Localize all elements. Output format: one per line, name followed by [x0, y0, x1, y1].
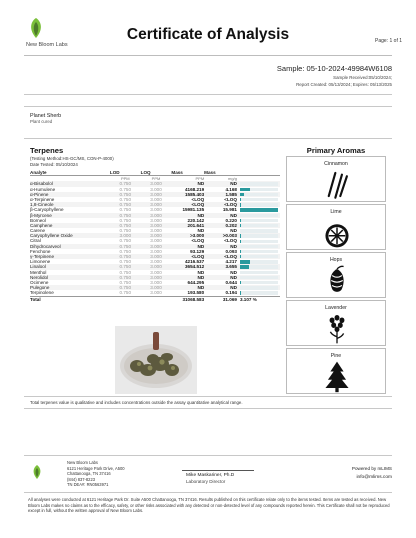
mass-bar-cell [237, 254, 280, 259]
lod-value: 0.750 [110, 192, 141, 197]
lod-value: 0.750 [119, 238, 132, 244]
lod-value: 0.750 [110, 202, 141, 207]
analyte-name: Dihydrocarveol [30, 244, 110, 249]
mass-ppm-value: <LOQ [191, 238, 205, 244]
analyte-name: Citral [30, 238, 41, 244]
signer-role: Laboratory Director [186, 479, 226, 484]
analyte-name: Terpinolene [30, 290, 54, 296]
loq-value: 3.000 [150, 238, 162, 244]
col-header-mass-mgg: Mass [204, 170, 237, 176]
pine-icon [323, 360, 351, 393]
mass-mgg-value: <LOQ [224, 196, 237, 202]
mass-mgg-value: <LOQ [224, 238, 237, 244]
mass-bar-cell [237, 280, 280, 285]
aroma-label: Cinnamon [324, 161, 348, 167]
mass-ppm-value: ND [197, 269, 205, 275]
analyte-name: Borneol [30, 217, 46, 223]
lod-value: 0.750 [119, 290, 132, 296]
analyte-name: 1,8-Cineole [30, 202, 110, 207]
loq-value: 3.000 [150, 196, 162, 202]
sample-received: Sample Received:05/10/2024; [333, 75, 392, 80]
mass-mgg-value: ND [230, 228, 237, 234]
mass-ppm-value: 193.580 [187, 290, 205, 296]
loq-value: 3.000 [141, 213, 172, 218]
loq-value: 3.000 [150, 186, 162, 192]
lod-value: 0.750 [119, 269, 132, 275]
loq-value: 3.000 [141, 202, 172, 207]
analyte-name: Carene [30, 228, 46, 234]
mass-bar [240, 188, 278, 191]
mass-bar [240, 198, 278, 201]
header-divider [24, 55, 392, 56]
total-mgg: 31.069 [204, 296, 237, 302]
date-tested: Date Tested: 05/10/2024 [30, 162, 78, 167]
mass-ppm-value: 644.295 [187, 279, 205, 285]
mass-ppm-value: ND [171, 181, 204, 186]
lod-value: 0.750 [110, 181, 141, 186]
analyte-name: Menthol [30, 269, 47, 275]
mass-mgg-value: >0.003 [204, 233, 237, 238]
analyte-name: Linalool [30, 264, 110, 269]
mass-bar [240, 203, 278, 206]
powered-by: Powered by mLIMS [351, 466, 392, 471]
mass-bar [240, 291, 278, 294]
footer-lab-name: New Bloom Labs [67, 460, 98, 465]
lime-icon [323, 216, 351, 249]
mass-bar-cell [237, 238, 280, 243]
terpenes-title: Terpenes [30, 146, 64, 155]
mass-bar [240, 219, 278, 222]
lod-value: 0.750 [119, 217, 132, 223]
mass-mgg-value: 0.644 [225, 279, 237, 285]
footer-logo-icon [30, 464, 44, 480]
footer-lab-city: Chattanooga, TN 37416 [67, 471, 111, 476]
mass-bar [240, 281, 278, 284]
mass-bar-cell [237, 207, 280, 212]
lod-value: 0.750 [119, 248, 132, 254]
lod-value: 0.750 [119, 228, 132, 234]
mass-ppm-value: 201.641 [171, 223, 204, 228]
mass-bar-fill [240, 260, 250, 263]
mass-ppm-value: 1585.403 [171, 192, 204, 197]
analyte-name: α-Terpinene [30, 196, 55, 202]
mass-bar-fill [240, 240, 241, 243]
mass-mgg-value: 0.194 [225, 290, 237, 296]
mass-bar-fill [240, 219, 241, 222]
section-divider [24, 396, 392, 397]
mass-ppm-value: ND [197, 228, 205, 234]
unit-lod: PPM [120, 176, 130, 182]
col-header-analyte: Analyte [30, 170, 110, 176]
mass-ppm-value: <LOQ [171, 254, 204, 259]
col-header-mass-ppm: Mass [171, 170, 204, 176]
section-divider [24, 106, 392, 107]
mass-bar-fill [240, 193, 244, 196]
mass-ppm-value: 4216.537 [184, 259, 205, 265]
mass-mgg-value: 4.168 [225, 186, 237, 192]
aroma-card-hops [286, 252, 386, 298]
lod-value: 0.750 [110, 275, 141, 280]
mass-bar [240, 260, 278, 263]
mass-bar [240, 182, 278, 185]
mass-bar-fill [240, 224, 241, 227]
mass-bar [240, 224, 278, 227]
mass-ppm-value: ND [171, 285, 204, 290]
loq-value: 3.000 [141, 254, 172, 259]
mass-mgg-value: 0.220 [225, 217, 237, 223]
analyte-name: γ-Terpinene [30, 254, 110, 259]
analyte-name: β-Caryophyllene [30, 207, 64, 213]
mass-bar-cell [237, 270, 280, 275]
mass-bar-cell [237, 244, 280, 249]
total-ppm: 31068.583 [171, 296, 204, 302]
mass-ppm-value: <LOQ [171, 202, 204, 207]
aroma-label: Lavender [325, 305, 347, 311]
mass-bar [240, 255, 278, 258]
mass-bar [240, 214, 278, 217]
aroma-label: Hops [329, 257, 343, 263]
mass-ppm-value: 15981.135 [182, 207, 205, 213]
lod-value: 0.750 [110, 223, 141, 228]
analyte-name: β-Myrcene [30, 213, 110, 218]
sample-id: Sample: 05-10-2024-49984W6108 [276, 64, 392, 73]
terpenes-table [30, 170, 280, 302]
lod-value: 0.750 [110, 244, 141, 249]
section-divider [24, 408, 392, 409]
footer-lab-phone: (844) 837-8223 [67, 476, 95, 482]
mass-mgg-value: 3.655 [204, 264, 237, 269]
mass-bar [240, 250, 278, 253]
section-divider [24, 138, 392, 139]
mass-mgg-value: ND [204, 181, 237, 186]
mass-ppm-value: 4168.219 [184, 186, 205, 192]
analyte-name: α-Humulene [30, 186, 56, 192]
client-sub: Plant cured [30, 119, 53, 124]
mass-bar-cell [237, 259, 280, 264]
aroma-label: Lime [330, 209, 342, 215]
col-header-lod: LOD [110, 170, 141, 176]
analyte-name: Pulegone [30, 285, 110, 290]
loq-value: 3.000 [141, 223, 172, 228]
mass-bar-cell [237, 228, 280, 233]
loq-value: 3.000 [150, 290, 162, 296]
mass-mgg-value: <LOQ [204, 202, 237, 207]
loq-value: 3.000 [141, 264, 172, 269]
aromas-title: Primary Aromas [306, 146, 366, 155]
mass-bar-fill [240, 281, 242, 284]
mass-bar-cell [237, 181, 280, 186]
loq-value: 3.000 [141, 233, 172, 238]
loq-value: 3.000 [141, 244, 172, 249]
mass-ppm-value: 3654.512 [171, 264, 204, 269]
loq-value: 3.000 [141, 285, 172, 290]
mass-bar-fill [240, 208, 278, 211]
aroma-card-lime [286, 204, 386, 250]
mass-mgg-value: 4.217 [225, 259, 237, 265]
analyte-name: α-Pinene [30, 192, 110, 197]
total-percent: 3.107 % [237, 296, 280, 302]
lod-value: 0.750 [119, 196, 132, 202]
sample-photo [115, 326, 197, 394]
testing-method: (Testing Method:HS-GC/MS, CON-P-4000) [30, 156, 114, 161]
cinnamon-icon [323, 168, 351, 201]
mass-bar [240, 234, 278, 237]
mass-ppm-value: 220.142 [187, 217, 205, 223]
mass-bar-fill [240, 250, 241, 253]
mass-bar-cell [237, 213, 280, 218]
mass-mgg-value: 0.202 [204, 223, 237, 228]
mass-bar-cell [237, 187, 280, 192]
lavender-icon [323, 312, 351, 345]
col-header-loq: LOQ [141, 170, 172, 176]
mass-bar-fill [240, 188, 250, 191]
footer-lab-dea: TN DEA#: RN0563971 [67, 482, 109, 487]
mass-ppm-value: 93.129 [190, 248, 205, 254]
loq-value: 3.000 [141, 181, 172, 186]
mass-bar-cell [237, 202, 280, 207]
table-total-row [30, 296, 280, 302]
mass-mgg-value: ND [204, 285, 237, 290]
lod-value: 3.000 [110, 233, 141, 238]
page-title: Certificate of Analysis [126, 26, 290, 43]
footer-lab-address: 6121 Heritage Park Drive, A500 [67, 465, 125, 471]
report-header [0, 0, 416, 52]
mass-mgg-value: 1.585 [204, 192, 237, 197]
analyte-name: α-Bisabolol [30, 181, 110, 186]
mass-bar [240, 193, 278, 196]
mass-bar-cell [237, 223, 280, 228]
lod-value: 0.750 [110, 213, 141, 218]
lod-value: 0.750 [110, 285, 141, 290]
loq-value: 3.000 [150, 207, 162, 213]
loq-value: 3.000 [150, 228, 162, 234]
aroma-card-lavender [286, 300, 386, 346]
mass-bar [240, 245, 278, 248]
hops-icon [323, 264, 351, 297]
report-dates: Report Created: 05/13/2024; Expires: 05/13/2025 [296, 82, 392, 87]
mass-ppm-value: ND [171, 275, 204, 280]
analyte-name: Ocimene [30, 279, 49, 285]
lod-value: 0.750 [110, 264, 141, 269]
mass-bar-fill [240, 198, 241, 201]
loq-value: 3.000 [150, 248, 162, 254]
mass-bar [240, 229, 278, 232]
lod-value: 0.750 [119, 259, 132, 265]
analyte-name: Nerolidol [30, 275, 110, 280]
loq-value: 3.000 [141, 275, 172, 280]
lod-value: 0.750 [110, 254, 141, 259]
mass-bar-cell [237, 290, 280, 296]
section-divider [24, 94, 392, 95]
analyte-name: Fenchone [30, 248, 51, 254]
mass-bar [240, 271, 278, 274]
mass-bar-cell [237, 197, 280, 202]
mass-bar [240, 286, 278, 289]
analyte-name: Limonene [30, 259, 51, 265]
mass-mgg-value: <LOQ [204, 254, 237, 259]
lod-value: 0.750 [119, 279, 132, 285]
mass-ppm-value: ND [171, 244, 204, 249]
footer-divider [24, 492, 392, 493]
analyte-name: Caryophyllene Oxide [30, 233, 110, 238]
mass-ppm-value: >3.000 [171, 233, 204, 238]
mass-mgg-value: ND [230, 269, 237, 275]
unit-loq: PPM [151, 176, 161, 182]
mass-bar-cell [237, 285, 280, 290]
mass-mgg-value: ND [204, 213, 237, 218]
mass-bar-fill [240, 255, 241, 258]
mass-bar-cell [237, 218, 280, 223]
lod-value: 0.750 [119, 207, 132, 213]
brand-name: New Bloom Labs [26, 42, 68, 48]
total-terpenes-note: Total terpenes value is qualitative and includes concentrations outside the assay quantitative analytical range. [30, 400, 243, 405]
analyte-name: Camphene [30, 223, 110, 228]
mass-bar-fill [240, 291, 241, 294]
signer-name: Mike Maskariner, Ph.D [186, 473, 235, 478]
mass-bar-cell [237, 275, 280, 280]
mass-bar [240, 276, 278, 279]
mass-bar-fill [240, 234, 241, 237]
mass-bar-fill [240, 265, 249, 268]
aroma-card-pine [286, 348, 386, 394]
mass-mgg-value: ND [204, 244, 237, 249]
mass-bar-cell [237, 192, 280, 197]
mass-ppm-value: <LOQ [191, 196, 205, 202]
mass-mgg-value: 15.981 [222, 207, 237, 213]
loq-value: 3.000 [141, 192, 172, 197]
loq-value: 3.000 [150, 259, 162, 265]
mass-bar [240, 265, 278, 268]
mass-bar [240, 240, 278, 243]
loq-value: 3.000 [150, 217, 162, 223]
sample-photo-image [115, 326, 197, 394]
aroma-card-cinnamon [286, 156, 386, 202]
client-name: Planet Sherb [30, 113, 62, 119]
lod-value: 0.750 [119, 186, 132, 192]
mass-bar-cell [237, 264, 280, 269]
page-number: Page: 1 of 1 [375, 38, 402, 44]
unit-mass-mgg: mg/g [228, 176, 237, 182]
aroma-label: Pine [330, 353, 342, 359]
mass-mgg-value: ND [204, 275, 237, 280]
signature-line [182, 470, 254, 471]
unit-mass-ppm: PPM [195, 176, 205, 182]
mass-bar-cell [237, 233, 280, 238]
mass-ppm-value: ND [171, 213, 204, 218]
mass-bar-cell [237, 249, 280, 254]
mass-bar-fill [240, 203, 241, 206]
contact-email-link[interactable]: info@mlims.com [356, 475, 392, 480]
footer-divider [24, 455, 392, 456]
total-label: Total [30, 296, 110, 302]
loq-value: 3.000 [150, 279, 162, 285]
mass-bar [240, 208, 278, 211]
loq-value: 3.000 [150, 269, 162, 275]
mass-mgg-value: 0.093 [225, 248, 237, 254]
disclaimer: All analyses were conducted at 6121 Heritage Park Dr. Suite A500 Chattanooga, TN 37416. Results published on this certificate relate only to the items tested. Items are tested as received. New Bloom Labs makes no claims as to the efficacy, safety, or other risks associated with any detected or non-detected level of any compounds reported herein. This Certificate shall not be reproduced except in full, without the written approval of New Bloom Labs. [28, 497, 390, 514]
